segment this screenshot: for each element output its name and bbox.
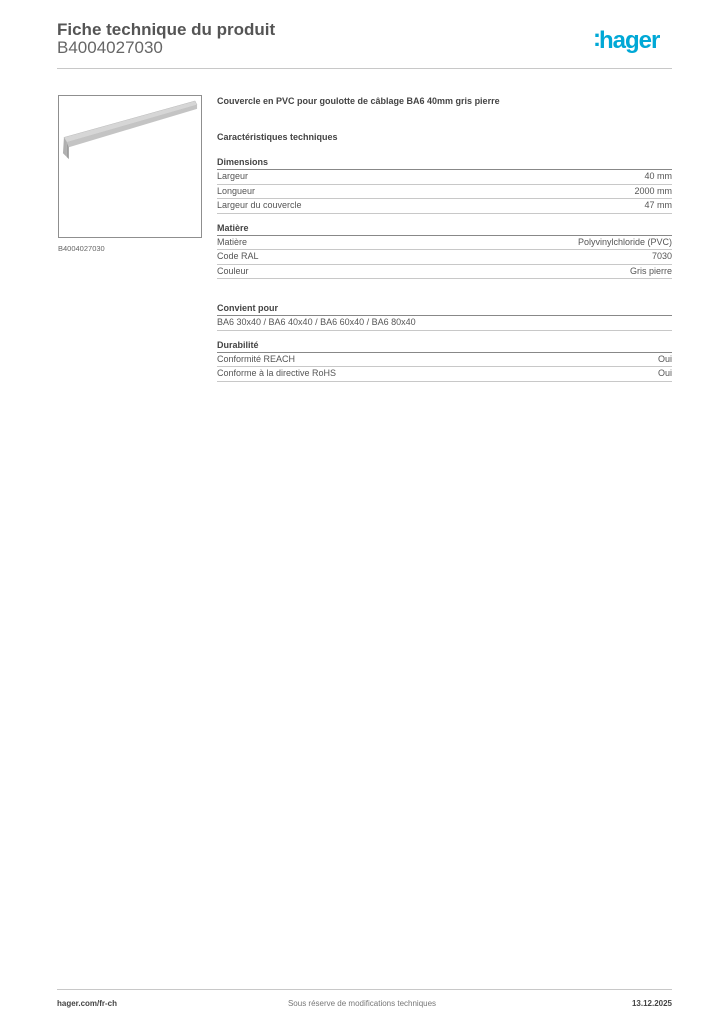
product-image	[58, 95, 202, 238]
spec-row	[217, 367, 672, 382]
footer-divider	[57, 989, 672, 990]
product-title: Couvercle en PVC pour goulotte de câblage BA6 40mm gris pierre	[217, 96, 500, 106]
section-durabilite	[217, 339, 672, 382]
spec-label: Couleur	[217, 265, 249, 276]
spec-value: Polyvinylchloride (PVC)	[577, 236, 672, 247]
product-reference: B4004027030	[57, 38, 163, 57]
spec-row	[217, 353, 672, 368]
spec-value: 47 mm	[644, 200, 672, 210]
image-caption: B4004027030	[58, 244, 105, 253]
section-title: Convient pour	[217, 302, 672, 316]
logo-text: hager	[599, 27, 660, 54]
section-dimensions	[217, 156, 672, 214]
section-title: Durabilité	[217, 339, 672, 353]
spec-row	[217, 236, 672, 251]
spec-value: Gris pierre	[629, 265, 672, 276]
spec-label: Code RAL	[217, 251, 259, 261]
spec-row	[217, 250, 672, 265]
header-divider	[57, 68, 672, 69]
cover-profile-illustration	[59, 96, 201, 237]
spec-label: Longueur	[217, 185, 256, 196]
spec-label: Conformité REACH	[217, 353, 296, 364]
spec-value: 7030	[651, 251, 672, 261]
spec-label: Conforme à la directive RoHS	[217, 368, 337, 378]
spec-label: Largeur du couvercle	[217, 200, 302, 210]
spec-label: Largeur	[217, 171, 249, 181]
section-title: Matière	[217, 222, 672, 236]
spec-row	[217, 199, 672, 214]
spec-label: BA6 30x40 / BA6 40x40 / BA6 60x40 / BA6 80x40	[217, 317, 416, 327]
spec-value: 2000 mm	[634, 185, 672, 196]
spec-content	[217, 95, 672, 390]
spec-value: Oui	[657, 368, 672, 378]
tech-specs-title: Caractéristiques techniques	[217, 132, 338, 142]
footer-website-link[interactable]: hager.com/fr-ch	[57, 999, 118, 1008]
spec-row	[217, 185, 672, 200]
footer-date: 13.12.2025	[631, 999, 672, 1008]
spec-row	[217, 170, 672, 185]
spec-row	[217, 316, 672, 331]
spec-value: 40 mm	[644, 171, 672, 181]
section-convient	[217, 302, 672, 331]
footer-notice: Sous réserve de modifications techniques	[287, 999, 437, 1008]
section-spacer	[217, 287, 672, 302]
spec-row	[217, 265, 672, 280]
section-matiere	[217, 222, 672, 280]
page-title: Fiche technique du produit	[57, 20, 276, 39]
spec-value: Oui	[657, 353, 672, 364]
section-title: Dimensions	[217, 156, 672, 170]
spec-label: Matière	[217, 236, 248, 247]
hager-logo: :hager	[593, 25, 660, 54]
